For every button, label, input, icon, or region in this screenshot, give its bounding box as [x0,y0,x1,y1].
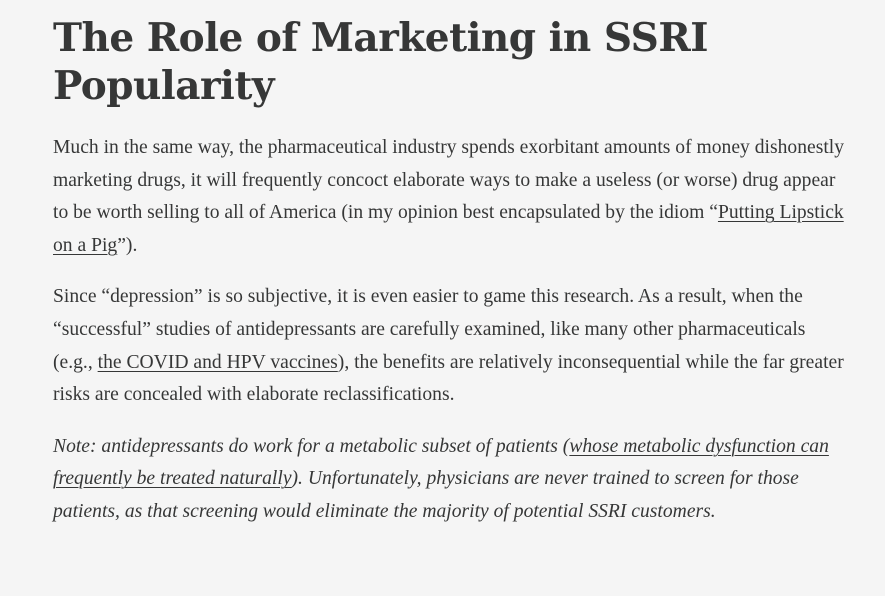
paragraph-marketing [53,132,845,262]
note-text: ). Unfortunately, physicians are never trained to screen for those patients, as that screening would eliminate the majority of potential SSRI customers. [53,468,799,522]
paragraph-text: Much in the same way, the pharmaceutical industry spends exorbitant amounts of money dishonestly marketing drugs, it will frequently concoct elaborate ways to make a useless (or worse) drug appear to be worth selling to all of America (in my opinion best encapsulated by the idiom “ [53,137,845,224]
lipstick-on-a-pig-link[interactable]: Putting Lipstick on a Pig [53,202,844,256]
note-text: Note: antidepressants do work for a metabolic subset of patients ( [53,435,570,457]
paragraph-depression-research [53,281,845,411]
section-heading: The Role of Marketing in SSRI Popularity [53,15,708,109]
note-paragraph [53,431,845,529]
covid-hpv-vaccines-link[interactable]: the COVID and HPV vaccines [97,351,338,373]
paragraph-text: ”). [117,234,138,256]
metabolic-dysfunction-link[interactable]: whose metabolic dysfunction can frequently be treated naturally [53,435,829,490]
paragraph-text: Since “depression” is so subjective, it is even easier to game this research. As a result, when the “successful” studies of antidepressants are carefully examined, like many other pharmaceuticals (e.g., [53,286,806,373]
paragraph-text: ), the benefits are relatively inconsequential while the far greater risks are concealed with elaborate reclassifications. [53,351,844,406]
